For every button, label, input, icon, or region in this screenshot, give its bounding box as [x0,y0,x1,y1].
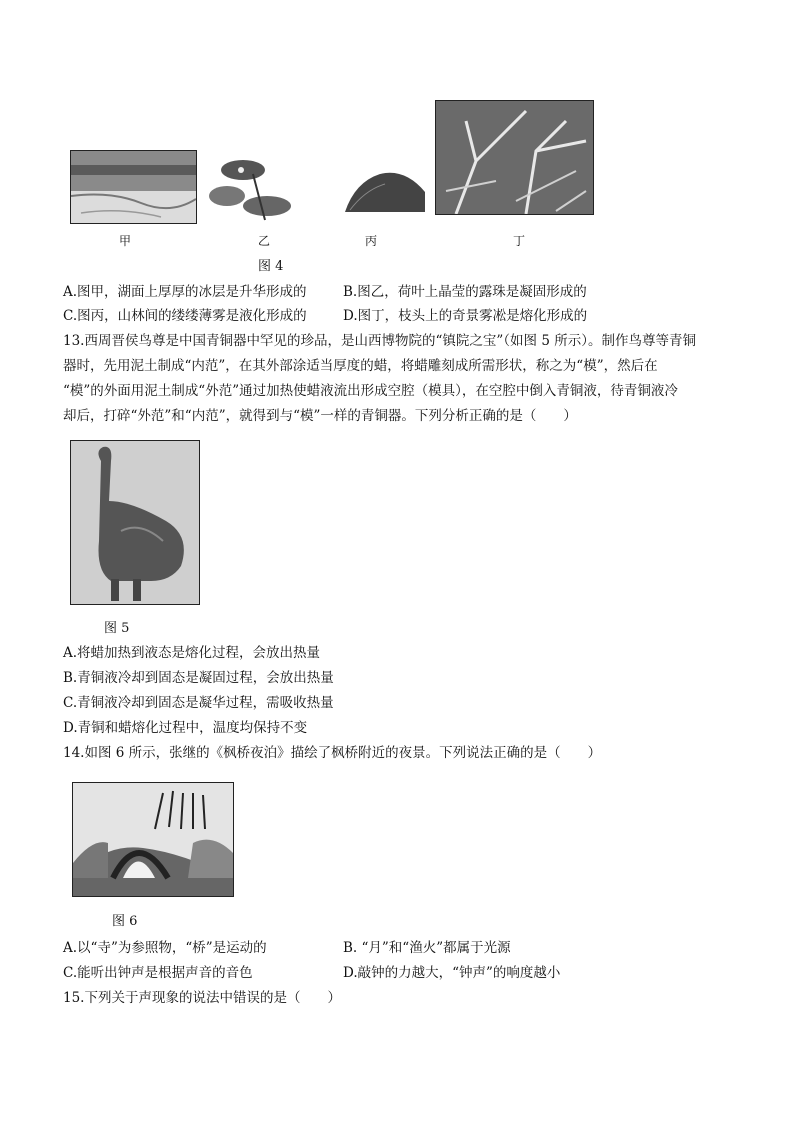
q15-line: 15.下列关于声现象的说法中错误的是（ ） [63,990,341,1006]
figure4-label-yi: 乙 [258,234,271,248]
q13-option-b: B.青铜液冷却到固态是凝固过程，会放出热量 [63,670,334,686]
figure4-caption: 图 4 [258,259,284,274]
q12-option-c: C.图丙，山林间的缕缕薄雾是液化形成的 [63,308,307,324]
q14-option-b: B. “月”和“渔火”都属于光源 [343,940,511,956]
figure4-label-ding: 丁 [513,234,526,248]
q13-line-2: 器时，先用泥土制成“内范”，在其外部涂适当厚度的蜡，将蜡雕刻成所需形状，称之为“模”，然后在 [63,358,658,374]
figure4-label-jia: 甲 [119,234,132,248]
figure4-photo-yi [205,150,295,222]
q13-option-a: A.将蜡加热到液态是熔化过程，会放出热量 [63,645,321,661]
figure4-photo-jia [70,150,197,224]
figure5-photo-bird-zun [70,440,200,605]
figure4-photo-ding [435,100,594,215]
figure6-caption: 图 6 [112,914,138,929]
q13-option-d: D.青铜和蜡熔化过程中，温度均保持不变 [63,720,308,736]
figure4-photo-bing [345,162,425,212]
q13-line-4: 却后，打碎“外范”和“内范”，就得到与“模”一样的青铜器。下列分析正确的是（ ） [63,408,577,424]
figure5-caption: 图 5 [104,621,130,636]
q13-option-c: C.青铜液冷却到固态是凝华过程，需吸收热量 [63,695,334,711]
q13-line-3: “模”的外面用泥土制成“外范”通过加热使蜡液流出形成空腔（模具），在空腔中倒入青铜液，待青铜液冷 [63,383,678,399]
q14-option-a: A.以“寺”为参照物，“桥”是运动的 [63,940,267,956]
figure6-photo-maple-bridge [72,782,234,897]
q12-option-b: B.图乙，荷叶上晶莹的露珠是凝固形成的 [343,284,587,300]
q14-option-d: D.敲钟的力越大，“钟声”的响度越小 [343,965,561,981]
q12-option-d: D.图丁，枝头上的奇景雾凇是熔化形成的 [343,308,588,324]
q14-line: 14.如图 6 所示，张继的《枫桥夜泊》描绘了枫桥附近的夜景。下列说法正确的是（ ） [63,745,602,761]
q13-line-1: 13.西周晋侯鸟尊是中国青铜器中罕见的珍品，是山西博物院的“镇院之宝”（如图 5 所示）。制作鸟尊等青铜 [63,333,696,349]
figure4-label-bing: 丙 [365,234,378,248]
q14-option-c: C.能听出钟声是根据声音的音色 [63,965,253,981]
q12-option-a: A.图甲，湖面上厚厚的冰层是升华形成的 [63,284,307,300]
